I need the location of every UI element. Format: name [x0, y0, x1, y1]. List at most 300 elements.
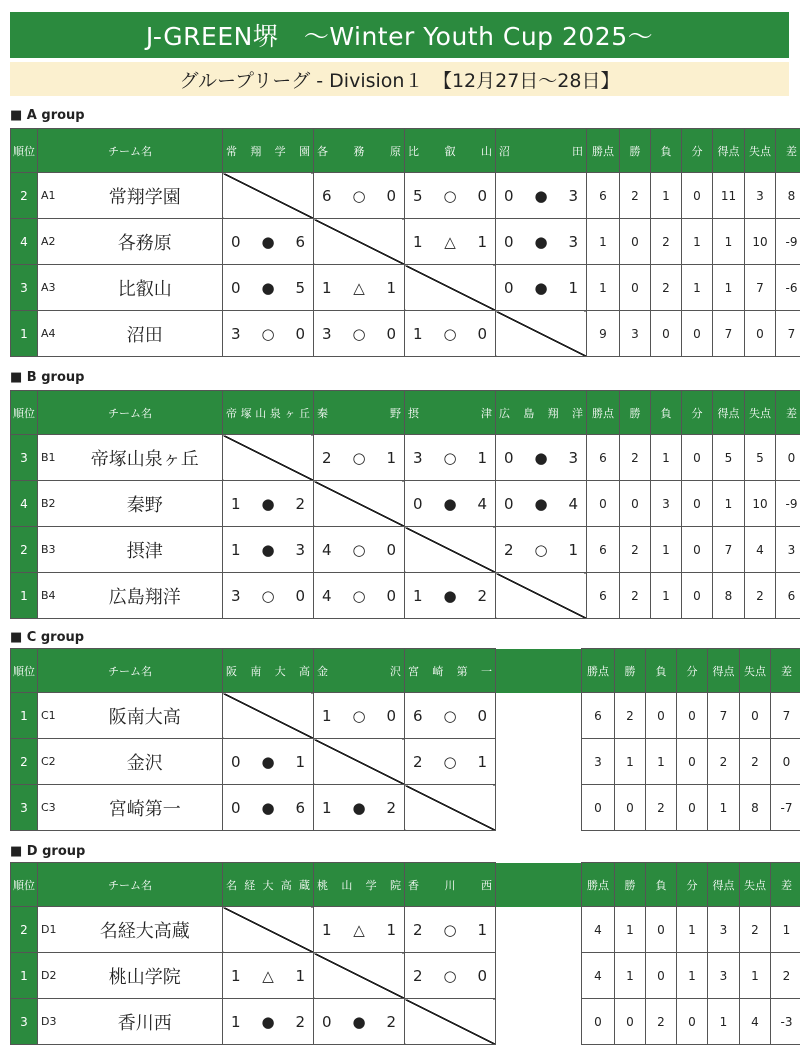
- stat-cell: 6: [587, 573, 620, 619]
- score-for: 0: [322, 1012, 332, 1031]
- opponent-header: 宮崎第一: [405, 649, 496, 693]
- self-match-cell: [405, 265, 496, 311]
- stat-cell: 2: [620, 573, 651, 619]
- score-line: [223, 495, 313, 513]
- stat-cell: 11: [713, 173, 745, 219]
- group-heading: ■ C group: [10, 630, 85, 645]
- match-result: [405, 739, 496, 785]
- stat-cell: 2: [745, 573, 776, 619]
- stat-cell: 9: [587, 311, 620, 357]
- stat-cell: -9: [776, 481, 800, 527]
- stat-cell: 1: [771, 907, 800, 953]
- score-for: 4: [322, 540, 332, 559]
- spacer: [496, 907, 582, 953]
- opponent-header: 帝塚山泉ヶ丘: [223, 391, 314, 435]
- score-line: [223, 799, 313, 817]
- stat-header: 勝: [620, 391, 651, 435]
- result-mark: ●: [534, 232, 548, 251]
- header-row: [11, 863, 800, 907]
- score-line: [314, 541, 404, 559]
- team-name: 名経大高蔵: [68, 907, 223, 953]
- rank-cell: 1: [11, 953, 38, 999]
- team-code: D1: [38, 907, 68, 953]
- result-mark: ○: [261, 324, 275, 343]
- match-result: [314, 573, 405, 619]
- score-against: 4: [477, 494, 487, 513]
- result-mark: ●: [534, 186, 548, 205]
- score-against: 6: [295, 232, 305, 251]
- team-name: 金沢: [68, 739, 223, 785]
- stat-cell: 0: [582, 785, 615, 831]
- match-result: [223, 219, 314, 265]
- self-match-cell: [405, 527, 496, 573]
- stat-header: 差: [776, 129, 800, 173]
- spacer: [496, 693, 582, 739]
- spacer: [496, 785, 582, 831]
- score-for: 0: [504, 448, 514, 467]
- team-code: D3: [38, 999, 68, 1045]
- stat-cell: 0: [582, 999, 615, 1045]
- score-line: [314, 1013, 404, 1031]
- result-mark: ○: [443, 920, 457, 939]
- match-result: [314, 265, 405, 311]
- score-against: 4: [568, 494, 578, 513]
- score-for: 2: [322, 448, 332, 467]
- result-mark: ○: [534, 540, 548, 559]
- stat-cell: 1: [651, 173, 682, 219]
- score-line: [314, 707, 404, 725]
- score-for: 6: [413, 706, 423, 725]
- score-against: 1: [295, 966, 305, 985]
- result-mark: ○: [443, 448, 457, 467]
- score-for: 3: [231, 586, 241, 605]
- team-code: C3: [38, 785, 68, 831]
- stat-cell: 0: [776, 435, 800, 481]
- score-line: [223, 753, 313, 771]
- result-mark: △: [262, 966, 274, 985]
- stat-cell: 0: [745, 311, 776, 357]
- stat-cell: 0: [677, 693, 708, 739]
- team-name: 阪南大高: [68, 693, 223, 739]
- stat-header: 得点: [708, 649, 740, 693]
- score-line: [405, 587, 495, 605]
- group-heading: ■ D group: [10, 844, 86, 859]
- match-result: [496, 435, 587, 481]
- match-result: [314, 785, 405, 831]
- stat-cell: 0: [771, 739, 800, 785]
- score-for: 0: [231, 752, 241, 771]
- stat-cell: 1: [587, 265, 620, 311]
- stat-cell: 7: [708, 693, 740, 739]
- team-name: 帝塚山泉ヶ丘: [68, 435, 223, 481]
- stat-cell: 8: [740, 785, 771, 831]
- stat-header: 勝: [615, 649, 646, 693]
- score-against: 0: [295, 586, 305, 605]
- stat-cell: 7: [771, 693, 800, 739]
- rank-header: 順位: [11, 649, 38, 693]
- stat-cell: 0: [615, 999, 646, 1045]
- stat-cell: 2: [646, 785, 677, 831]
- score-for: 0: [504, 494, 514, 513]
- score-against: 1: [477, 920, 487, 939]
- stat-cell: 1: [708, 785, 740, 831]
- score-against: 0: [386, 540, 396, 559]
- match-result: [405, 953, 496, 999]
- score-line: [405, 495, 495, 513]
- group-table: [10, 862, 800, 1045]
- stat-cell: 6: [587, 527, 620, 573]
- rank-cell: 1: [11, 573, 38, 619]
- stat-cell: 2: [651, 219, 682, 265]
- page-title: J-GREEN堺 ～Winter Youth Cup 2025～: [10, 12, 789, 58]
- result-mark: ○: [443, 966, 457, 985]
- header-row: [11, 391, 800, 435]
- stat-header: 分: [682, 391, 713, 435]
- score-for: 4: [322, 586, 332, 605]
- group-table: [10, 648, 800, 831]
- team-header: チーム名: [38, 863, 223, 907]
- self-match-cell: [405, 999, 496, 1045]
- rank-header: 順位: [11, 391, 38, 435]
- score-for: 3: [413, 448, 423, 467]
- match-result: [314, 693, 405, 739]
- score-for: 1: [322, 798, 332, 817]
- opponent-header: 広島翔洋: [496, 391, 587, 435]
- match-result: [405, 219, 496, 265]
- score-against: 2: [386, 1012, 396, 1031]
- header-row: [11, 649, 800, 693]
- team-name: 秦野: [68, 481, 223, 527]
- stat-cell: 6: [776, 573, 800, 619]
- match-result: [223, 311, 314, 357]
- team-name: 桃山学院: [68, 953, 223, 999]
- score-against: 2: [295, 1012, 305, 1031]
- stat-cell: 1: [682, 265, 713, 311]
- stat-cell: 4: [745, 527, 776, 573]
- score-for: 2: [413, 920, 423, 939]
- result-mark: ●: [443, 586, 457, 605]
- match-result: [314, 173, 405, 219]
- score-for: 2: [504, 540, 514, 559]
- team-code: C1: [38, 693, 68, 739]
- match-result: [496, 219, 587, 265]
- group-heading: ■ A group: [10, 108, 85, 123]
- opponent-header: 阪南大高: [223, 649, 314, 693]
- result-mark: ●: [261, 494, 275, 513]
- table-row: [11, 173, 800, 219]
- result-mark: ●: [261, 1012, 275, 1031]
- score-line: [496, 233, 586, 251]
- score-line: [223, 967, 313, 985]
- score-for: 0: [231, 278, 241, 297]
- stat-cell: -6: [776, 265, 800, 311]
- self-match-cell: [223, 907, 314, 953]
- stat-header: 勝点: [587, 391, 620, 435]
- match-result: [314, 907, 405, 953]
- score-against: 6: [295, 798, 305, 817]
- stat-cell: 10: [745, 219, 776, 265]
- score-against: 3: [295, 540, 305, 559]
- table-row: [11, 907, 800, 953]
- score-against: 3: [568, 232, 578, 251]
- stat-cell: 2: [620, 527, 651, 573]
- rank-cell: 3: [11, 999, 38, 1045]
- stat-cell: 1: [587, 219, 620, 265]
- result-mark: ○: [352, 540, 366, 559]
- score-line: [405, 921, 495, 939]
- score-against: 1: [386, 448, 396, 467]
- score-against: 2: [477, 586, 487, 605]
- result-mark: ●: [261, 752, 275, 771]
- team-code: C2: [38, 739, 68, 785]
- stat-cell: 0: [682, 311, 713, 357]
- score-line: [496, 449, 586, 467]
- stat-header: 負: [646, 649, 677, 693]
- stat-cell: 3: [651, 481, 682, 527]
- opponent-header: 香川西: [405, 863, 496, 907]
- stat-cell: 3: [708, 953, 740, 999]
- group-table: [10, 390, 800, 619]
- opponent-header: 各務原: [314, 129, 405, 173]
- stat-cell: 1: [651, 573, 682, 619]
- match-result: [223, 999, 314, 1045]
- group-heading: ■ B group: [10, 370, 85, 385]
- team-name: 比叡山: [68, 265, 223, 311]
- team-header: チーム名: [38, 129, 223, 173]
- stat-header: 負: [651, 129, 682, 173]
- score-line: [223, 541, 313, 559]
- stat-header: 分: [682, 129, 713, 173]
- stat-header: 得点: [713, 391, 745, 435]
- match-result: [496, 173, 587, 219]
- stat-cell: 0: [682, 573, 713, 619]
- stat-cell: 2: [646, 999, 677, 1045]
- team-name: 広島翔洋: [68, 573, 223, 619]
- stat-cell: 4: [582, 953, 615, 999]
- score-against: 0: [477, 324, 487, 343]
- opponent-header: 摂津: [405, 391, 496, 435]
- opponent-header: 桃山学院: [314, 863, 405, 907]
- stat-header: 失点: [740, 649, 771, 693]
- result-mark: ○: [352, 324, 366, 343]
- stat-cell: 2: [771, 953, 800, 999]
- match-result: [405, 907, 496, 953]
- score-for: 0: [231, 798, 241, 817]
- stat-cell: 8: [713, 573, 745, 619]
- score-for: 3: [322, 324, 332, 343]
- score-line: [314, 921, 404, 939]
- rank-cell: 2: [11, 907, 38, 953]
- team-code: B1: [38, 435, 68, 481]
- score-for: 1: [413, 324, 423, 343]
- opponent-header: 比叡山: [405, 129, 496, 173]
- stat-cell: 6: [587, 435, 620, 481]
- stat-cell: 2: [740, 739, 771, 785]
- team-name: 宮崎第一: [68, 785, 223, 831]
- score-line: [314, 799, 404, 817]
- result-mark: ○: [352, 586, 366, 605]
- stat-header: 失点: [745, 391, 776, 435]
- result-mark: △: [353, 278, 365, 297]
- stat-header: 勝点: [587, 129, 620, 173]
- table-row: [11, 785, 800, 831]
- table-row: [11, 481, 800, 527]
- score-for: 0: [504, 232, 514, 251]
- score-for: 0: [413, 494, 423, 513]
- stat-cell: 2: [651, 265, 682, 311]
- stat-cell: 0: [587, 481, 620, 527]
- score-against: 0: [386, 186, 396, 205]
- stat-cell: 8: [776, 173, 800, 219]
- score-line: [405, 707, 495, 725]
- stat-cell: 0: [620, 265, 651, 311]
- score-line: [314, 587, 404, 605]
- score-line: [405, 753, 495, 771]
- header-row: [11, 129, 800, 173]
- opponent-header: 名経大高蔵: [223, 863, 314, 907]
- table-row: [11, 527, 800, 573]
- score-for: 1: [322, 920, 332, 939]
- stat-cell: 2: [620, 435, 651, 481]
- stat-cell: 3: [745, 173, 776, 219]
- score-for: 1: [231, 966, 241, 985]
- score-line: [496, 187, 586, 205]
- score-against: 3: [568, 448, 578, 467]
- score-for: 0: [504, 186, 514, 205]
- stat-cell: 10: [745, 481, 776, 527]
- page-subtitle: グループリーグ - Division１ 【12月27日～28日】: [10, 62, 789, 96]
- result-mark: ○: [443, 186, 457, 205]
- self-match-cell: [223, 693, 314, 739]
- stat-cell: 0: [620, 481, 651, 527]
- team-header: チーム名: [38, 649, 223, 693]
- score-line: [405, 449, 495, 467]
- stat-cell: 1: [651, 435, 682, 481]
- stat-cell: 5: [745, 435, 776, 481]
- rank-cell: 1: [11, 311, 38, 357]
- spacer: [496, 863, 582, 907]
- spacer: [496, 649, 582, 693]
- stat-header: 負: [646, 863, 677, 907]
- score-against: 0: [386, 706, 396, 725]
- self-match-cell: [223, 173, 314, 219]
- team-name: 各務原: [68, 219, 223, 265]
- match-result: [405, 481, 496, 527]
- rank-cell: 3: [11, 265, 38, 311]
- score-against: 1: [386, 278, 396, 297]
- stat-cell: 0: [740, 693, 771, 739]
- score-line: [223, 233, 313, 251]
- stat-cell: 0: [615, 785, 646, 831]
- stat-cell: 1: [713, 265, 745, 311]
- match-result: [223, 739, 314, 785]
- stat-cell: 1: [646, 739, 677, 785]
- stat-header: 分: [677, 863, 708, 907]
- rank-cell: 1: [11, 693, 38, 739]
- stat-cell: -9: [776, 219, 800, 265]
- score-against: 5: [295, 278, 305, 297]
- match-result: [223, 785, 314, 831]
- stat-header: 失点: [740, 863, 771, 907]
- team-code: B2: [38, 481, 68, 527]
- table-row: [11, 573, 800, 619]
- team-code: A2: [38, 219, 68, 265]
- stat-cell: 1: [708, 999, 740, 1045]
- score-against: 1: [295, 752, 305, 771]
- score-line: [405, 187, 495, 205]
- score-against: 0: [477, 966, 487, 985]
- rank-cell: 2: [11, 173, 38, 219]
- stat-header: 差: [776, 391, 800, 435]
- result-mark: ●: [261, 278, 275, 297]
- stat-header: 差: [771, 649, 800, 693]
- self-match-cell: [496, 573, 587, 619]
- table-row: [11, 739, 800, 785]
- stat-cell: 1: [677, 907, 708, 953]
- score-against: 2: [295, 494, 305, 513]
- table-row: [11, 219, 800, 265]
- rank-cell: 2: [11, 527, 38, 573]
- team-code: B3: [38, 527, 68, 573]
- stat-cell: 7: [713, 527, 745, 573]
- opponent-header: 秦野: [314, 391, 405, 435]
- score-line: [496, 495, 586, 513]
- result-mark: ○: [352, 186, 366, 205]
- score-for: 1: [231, 494, 241, 513]
- spacer: [496, 739, 582, 785]
- result-mark: ○: [443, 706, 457, 725]
- rank-cell: 2: [11, 739, 38, 785]
- stat-cell: 1: [615, 953, 646, 999]
- result-mark: ●: [534, 494, 548, 513]
- score-against: 1: [386, 920, 396, 939]
- stat-cell: 0: [677, 739, 708, 785]
- stat-cell: 0: [682, 527, 713, 573]
- group-table: [10, 128, 800, 357]
- result-mark: ○: [352, 448, 366, 467]
- table-row: [11, 435, 800, 481]
- stat-cell: 2: [615, 693, 646, 739]
- result-mark: ●: [261, 232, 275, 251]
- result-mark: ○: [352, 706, 366, 725]
- score-for: 1: [322, 278, 332, 297]
- self-match-cell: [405, 785, 496, 831]
- score-for: 2: [413, 966, 423, 985]
- rank-cell: 3: [11, 785, 38, 831]
- match-result: [405, 693, 496, 739]
- match-result: [314, 527, 405, 573]
- score-against: 0: [386, 324, 396, 343]
- team-code: A4: [38, 311, 68, 357]
- stat-header: 勝点: [582, 649, 615, 693]
- spacer: [496, 953, 582, 999]
- self-match-cell: [223, 435, 314, 481]
- score-against: 1: [477, 448, 487, 467]
- score-for: 5: [413, 186, 423, 205]
- score-line: [223, 325, 313, 343]
- match-result: [223, 573, 314, 619]
- opponent-header: 常翔学園: [223, 129, 314, 173]
- spacer: [496, 999, 582, 1045]
- stat-cell: 7: [776, 311, 800, 357]
- stat-header: 勝点: [582, 863, 615, 907]
- match-result: [314, 311, 405, 357]
- stat-cell: 0: [682, 481, 713, 527]
- stat-header: 負: [651, 391, 682, 435]
- score-line: [405, 967, 495, 985]
- team-name: 常翔学園: [68, 173, 223, 219]
- score-against: 1: [568, 278, 578, 297]
